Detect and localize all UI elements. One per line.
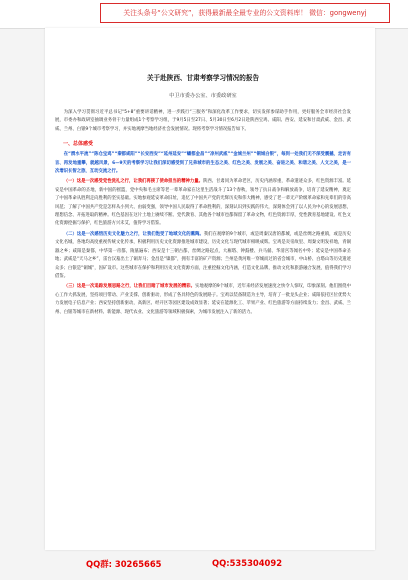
promo-text[interactable]: 关注头条号“公文研究”，获得最新最全最专业的公文资料库！ 微信：gongwenyj (100, 3, 390, 23)
subsection-2 (55, 231, 351, 281)
subsection-3-lead: （三）这是一次追踪发展思路之行，让我们目睹了城市发展的精彩。 (63, 284, 196, 290)
document-author: 中卫市委办公室、市委政研室 (169, 93, 237, 99)
section-summary: 在“渭水平流”“陈仓宝鸡”“秦都咸阳”“长安西安”“延州延安”“蟠都金昌”“凉州武威”“金城兰州”“铜城白银”，每到一处我们无不深受震撼，走访有言、再发地重攀，就越风景，6—9天的考察学习让我们深切感受到了兄弟城市的生态之美、红色之美、发展之美、奋进之美、和谐之美、人文之美，是一次增识长智之旅、互动交流之行。 (55, 152, 351, 175)
subsection-3 (55, 283, 351, 317)
intro-paragraph: 为深入学习贯彻习近平总书记“5+8”重要讲话精神，进一步践行“三服务”和深化改革工作要求，切实发挥参谋助手作用，更好服务全市经济社会发展，市委办和政研室抽调业务骨干力量组成1个考察学习组，于9月5日至27日、5月30日至6月2日赴陕西宝鸡、咸阳、西安、延安和甘肃武威、金昌、武威、兰州、白银9个城市考察学习，并实地观摩当地经济社会发展情况。现将考察学习情况报告如下。 (55, 110, 351, 132)
subsection-1 (55, 178, 351, 228)
section-heading: 一、总体感受 (63, 141, 94, 148)
subsection-2-text: 我们在观摩的9个城市，或是周秦汉唐的都城，或是丝绸之路重镇，或是历史文化名城，各地均高度重视传统文化传承，积极利用历史文化资源推进城市建设，历史文化与现代城市相映成辉。宝鸡是炎帝故里、周秦文明发祥地，青铜器之乡；咸阳是秦都，中华第一帝都，陵墓遍布；西安是十三朝古都，丝绸之路起点，大雁塔、钟鼓楼、兵马俑、华清宫等闻名中外；延安是中国革命圣地；武威是“天马之乡”，雷台汉墓出土了铜奔马；金昌是“镍都”，拥有丰富的矿产资源；兰州是黄河唯一穿城而过的省会城市，中山桥、白塔山等历史遗迹众多；白银是“铜城”，因矿设市。这些城市在保护和利用历史文化资源方面，注重挖掘文化内涵，打造文化品牌，推动文化和旅游融合发展，值得我们学习借鉴。 (55, 231, 352, 279)
qq-group-number: QQ群: 30265665 (86, 559, 162, 569)
document-content (55, 72, 351, 319)
subsection-2-lead: （二）这是一次感悟历史文化魅力之行，让我们饱受了地域文化的熏陶。 (63, 231, 204, 237)
top-banner (0, 0, 408, 29)
qq-number: QQ:535304092 (212, 558, 283, 568)
contact-footer (0, 550, 408, 580)
document-page (45, 28, 375, 550)
subsection-1-text: 陕西、甘肃同为革命老区，历史内涵厚重，革命遗迹众多，红色资源丰富。延安是中国革命的圣地，新中国的摇篮，党中央和毛主席等老一辈革命家在这里生活战斗了13个春秋，领导了抗日战争和解放战争，培育了延安精神，奠定了中国革命从胜利走向胜利的坚实基础。实地参观延安革命旧址，追忆了中国共产党的光辉历史和伟大精神，感受了老一辈无产阶级革命家和先辈们的崇高风范；了解了中国共产党是怎样从小到大、由弱变强，领导中国人民取得了革命胜利的，深刻认识到实践的伟大，深刻体会到了以人民为中心的发展思想，理想信念、开拓进取的精神。红色基因在这片土地上赓续不断。党代教育、其他各个城市也都保留了革命文物，红色资源丰厚，党性教育基地建设、红色文化资源挖掘与保护，红色旅游方兴未艾，值得学习借鉴。 (55, 179, 352, 227)
subsection-3-text: 实地观摩的9个城市，近年来经济发展速度之快令人惊叹，印象深刻。他们围绕中心工作大抓发展，坚持项目带动、产业支撑、创新驱动，形成了各具特色的发展路子。宝鸡以装备制造为主导，培育了一批龙头企业；咸阳依托区位优势大力发展电子信息产业；西安坚持创新驱动，高新区、经开区等园区建设成效显著；延安在能源化工、苹果产业、红色旅游等方面持续发力；金昌、武威、兰州、白银等城市在新材料、新能源、现代农业、文化旅游等领域积极探索，为城市发展注入了新的活力。 (55, 284, 352, 315)
subsection-1-lead: （一）这是一次感受党性洗礼之行，让我们再接了使命担当的精神力量。 (63, 179, 203, 185)
document-title: 关于赴陕西、甘肃考察学习情况的报告 (146, 74, 260, 82)
